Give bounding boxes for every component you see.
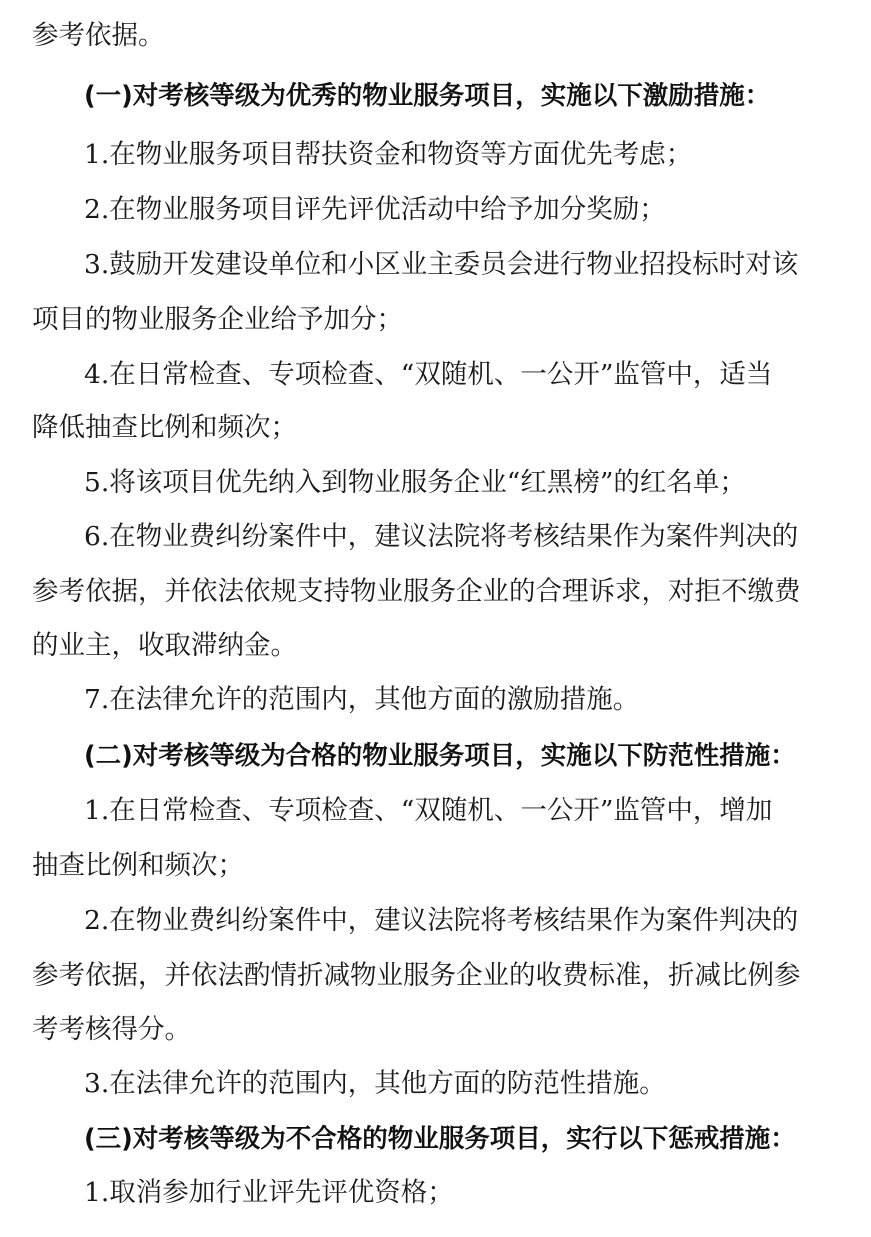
list-item-excellent-3: 3.鼓励开发建设单位和小区业主委员会进行物业招投标时对该	[84, 249, 799, 280]
list-item-excellent-7: 7.在法律允许的范围内，其他方面的激励措施。	[84, 684, 640, 715]
list-item-qualified-3: 3.在法律允许的范围内，其他方面的防范性措施。	[84, 1068, 666, 1099]
list-item-excellent-4-cont: 降低抽查比例和频次；	[32, 412, 297, 443]
list-item-excellent-2: 2.在物业服务项目评先评优活动中给予加分奖励；	[84, 194, 666, 225]
list-item-excellent-6: 6.在物业费纠纷案件中，建议法院将考核结果作为案件判决的	[84, 521, 799, 552]
list-item-excellent-4: 4.在日常检查、专项检查、“双随机、一公开”监管中，适当	[84, 359, 773, 390]
list-item-excellent-5: 5.将该项目优先纳入到物业服务企业“红黑榜”的红名单；	[84, 467, 746, 498]
section-heading-qualified: (二)对考核等级为合格的物业服务项目，实施以下防范性措施：	[84, 741, 796, 771]
list-item-qualified-2-cont-2: 考考核得分。	[32, 1014, 191, 1045]
list-item-qualified-1: 1.在日常检查、专项检查、“双随机、一公开”监管中，增加	[84, 795, 773, 826]
list-item-excellent-6-cont-2: 的业主，收取滞纳金。	[32, 630, 297, 661]
list-item-qualified-2: 2.在物业费纠纷案件中，建议法院将考核结果作为案件判决的	[84, 905, 799, 936]
list-item-excellent-6-cont-1: 参考依据，并依法依规支持物业服务企业的合理诉求，对拒不缴费	[32, 576, 801, 607]
list-item-qualified-1-cont: 抽查比例和频次；	[32, 850, 244, 881]
section-heading-unqualified: (三)对考核等级为不合格的物业服务项目，实行以下惩戒措施：	[84, 1124, 796, 1154]
text-line-continuation: 参考依据。	[32, 20, 165, 51]
list-item-excellent-1: 1.在物业服务项目帮扶资金和物资等方面优先考虑；	[84, 139, 693, 170]
section-heading-excellent: (一)对考核等级为优秀的物业服务项目，实施以下激励措施：	[84, 81, 771, 111]
list-item-qualified-2-cont-1: 参考依据，并依法酌情折减物业服务企业的收费标准，折减比例参	[32, 960, 801, 991]
list-item-unqualified-1: 1.取消参加行业评先评优资格；	[84, 1177, 454, 1208]
list-item-excellent-3-cont: 项目的物业服务企业给予加分；	[32, 304, 403, 335]
